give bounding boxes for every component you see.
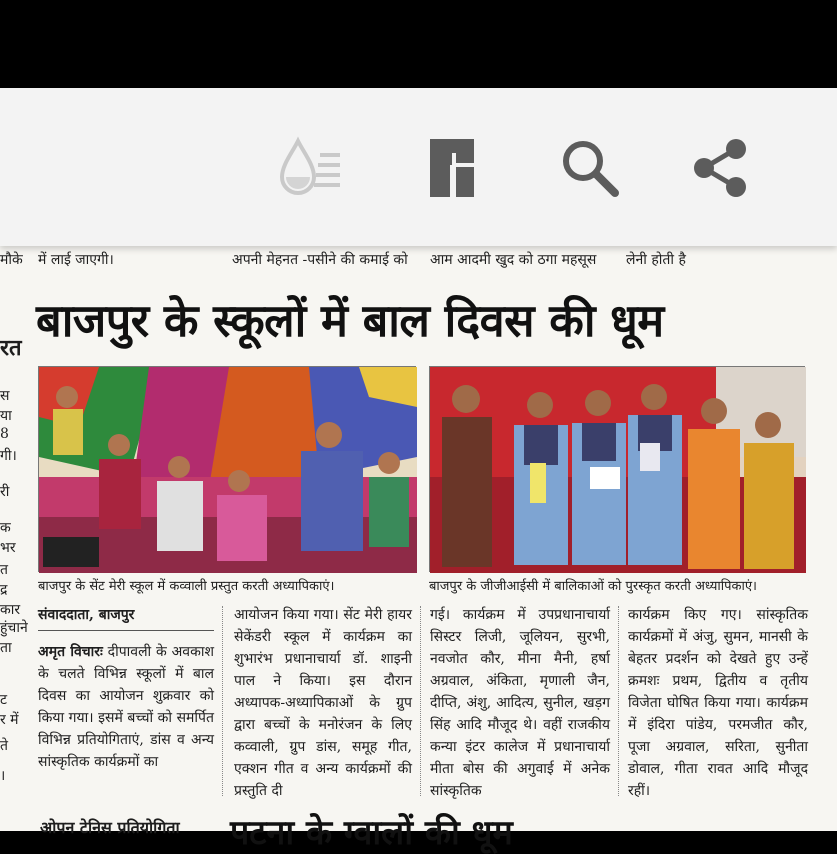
prev-fragment: में लाई जाएगी। bbox=[38, 252, 114, 268]
status-bar bbox=[0, 0, 837, 88]
left-margin-line: ट bbox=[0, 692, 8, 708]
toolbar bbox=[0, 88, 837, 246]
left-margin-line: त bbox=[0, 562, 8, 578]
share-button[interactable] bbox=[682, 130, 758, 206]
prev-fragment: लेनी होती है bbox=[626, 252, 686, 268]
article-column-1 bbox=[38, 604, 214, 773]
column-divider bbox=[618, 606, 619, 796]
left-margin-line: र में bbox=[0, 712, 19, 728]
prev-fragment: अपनी मेहनत -पसीने की कमाई को bbox=[232, 252, 408, 268]
left-margin-line: भर bbox=[0, 540, 16, 556]
column-divider bbox=[222, 606, 223, 796]
left-margin-line: हुंचाने bbox=[0, 620, 28, 636]
article-byline: संवाददाता, बाजपुर bbox=[38, 604, 214, 631]
article-column-text: गई। कार्यक्रम में उपप्रधानाचार्या सिस्टर लिजी, जूलियन, सुरभी, नवजोत कौर, मीना मैनी, हर्षा अग्रवाल, अंकिता, मृणाली जैन, दीप्ति, अंशु, आदित्य, सुनील, खड़ग सिंह आदि मौजूद थे। वहीं राजकीय कन्या इंटर कालेज में प्रधानाचार्या मीता बोस की अगुवाई में अनेक सांस्कृतिक bbox=[430, 607, 610, 799]
left-margin-column bbox=[0, 246, 28, 831]
photo-qawwali bbox=[38, 366, 416, 572]
photo-caption-right: बाजपुर के जीजीआईसी में बालिकाओं को पुरस्कृत करती अध्यापिकाएं। bbox=[429, 579, 757, 594]
prev-fragment: आम आदमी खुद को ठगा महसूस bbox=[430, 252, 597, 268]
article-column-text: कार्यक्रम किए गए। सांस्कृतिक कार्यक्रमों में अंजु, सुमन, मानसी के बेहतर प्रदर्शन को देखते हुए उन्हें क्रमशः प्रथम, द्वितीय व तृतीय विजेता घोषित किया गया। कार्यक्रम में इंदिरा पांडेय, परमजीत कौर, पूजा अग्रवाल, सरिता, सुनीता डोवाल, गीता रावत आदि मौजूद रहीं। bbox=[628, 607, 808, 799]
left-margin-line: । bbox=[0, 768, 6, 784]
left-margin-line: ते bbox=[0, 738, 8, 754]
left-margin-line: या bbox=[0, 408, 12, 424]
column-divider bbox=[420, 606, 421, 796]
left-margin-line: क bbox=[0, 520, 11, 536]
article-lead: अमृत विचारः bbox=[38, 644, 103, 660]
article-column-3 bbox=[430, 604, 610, 802]
layout-icon bbox=[428, 137, 476, 199]
photo-caption-left: बाजपुर के सेंट मेरी स्कूल में कव्वाली प्रस्तुत करती अध्यापिकाएं। bbox=[38, 579, 335, 594]
layout-button[interactable] bbox=[414, 130, 490, 206]
left-margin-line: ता bbox=[0, 640, 12, 656]
left-margin-heading: रत bbox=[0, 335, 22, 361]
next-article-subhead: ओपन टेनिस प्रतियोगिता bbox=[40, 818, 180, 837]
left-margin-line: कार bbox=[0, 602, 21, 618]
left-margin-line: री bbox=[0, 484, 10, 500]
photo-prize-distribution bbox=[429, 366, 805, 572]
article-column-text: दीपावली के अवकाश के चलते विभिन्न स्कूलों में बाल दिवस का आयोजन शुक्रवार को किया गया। इसमें बच्चों को समर्पित विभिन्न प्रतियोगिताएं, डांस व अन्य सांस्कृतिक कार्यक्रमों का bbox=[38, 644, 214, 770]
left-margin-line: गी। bbox=[0, 448, 17, 464]
article-headline: बाजपुर के स्कूलों में बाल दिवस की धूम bbox=[36, 294, 664, 347]
left-margin-line: द्र bbox=[0, 582, 8, 598]
newspaper-page[interactable] bbox=[0, 246, 837, 853]
search-icon bbox=[559, 137, 621, 199]
prev-fragment: मौके bbox=[0, 252, 23, 268]
left-margin-line: 8 bbox=[0, 426, 9, 442]
article-column-text: आयोजन किया गया। सेंट मेरी हायर सेकेंडरी स्कूल में कार्यक्रम का शुभारंभ प्रधानाचार्या डॉ. शाइनी पाल ने किया। इस दौरान अध्यापक-अध्यापिकाओं के ग्रुप द्वारा बच्चों के मनोरंजन के लिए कव्वाली, ग्रुप डांस, समूह गीत, एक्शन गीत व अन्य कार्यक्रमों की प्रस्तुति दी bbox=[234, 607, 412, 799]
left-margin-line: स bbox=[0, 388, 10, 404]
article-column-2 bbox=[234, 604, 412, 802]
ink-saver-button[interactable] bbox=[274, 130, 350, 206]
article-column-4 bbox=[628, 604, 808, 802]
share-icon bbox=[690, 137, 750, 199]
ink-saver-icon bbox=[276, 133, 348, 203]
next-article-headline: पटना के ग्वालों की धूम bbox=[230, 813, 513, 853]
search-button[interactable] bbox=[552, 130, 628, 206]
